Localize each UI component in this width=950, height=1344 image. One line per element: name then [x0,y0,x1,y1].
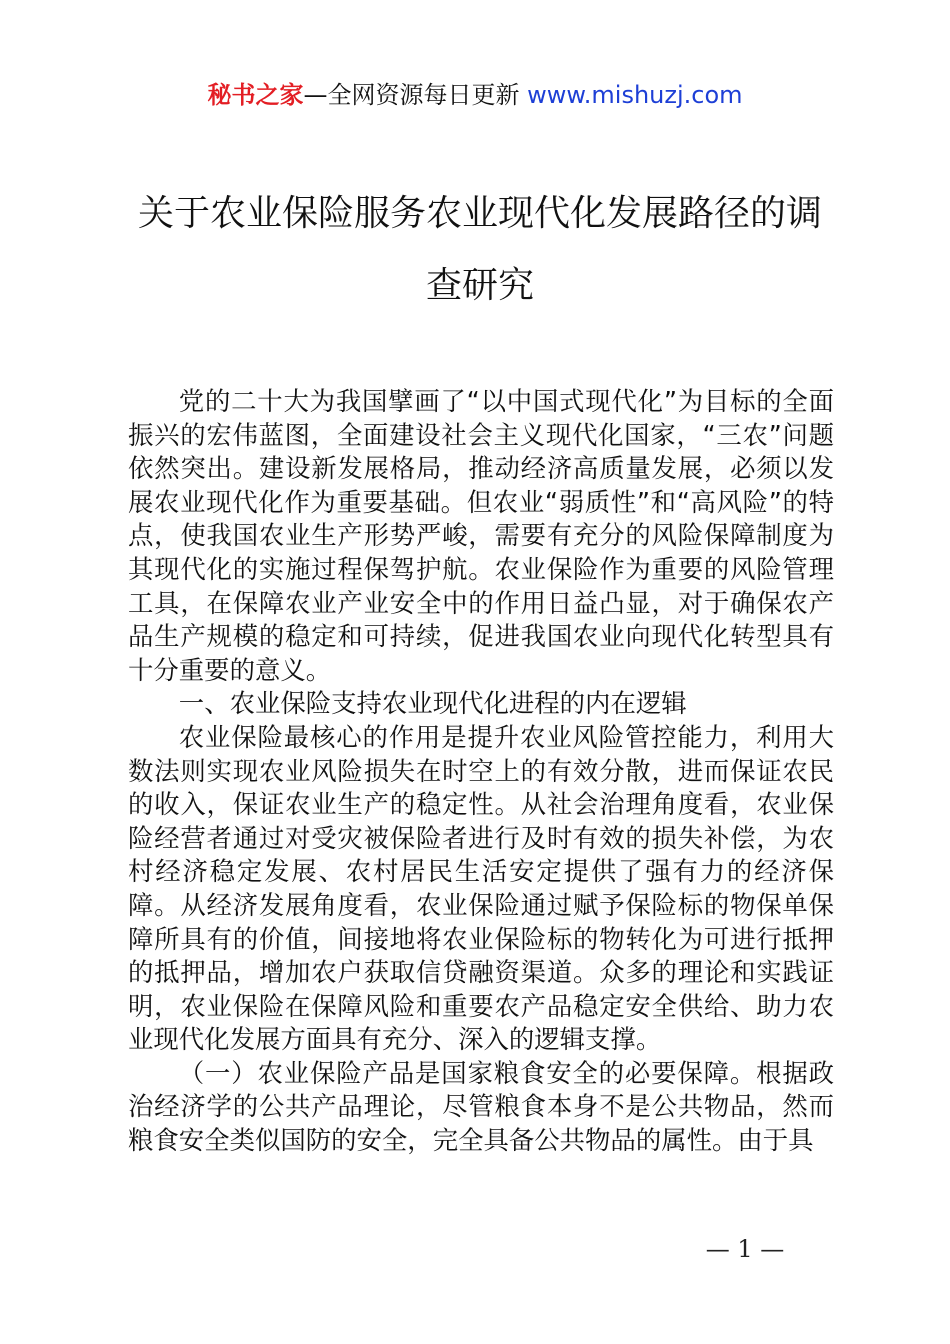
document-title: 关于农业保险服务农业现代化发展路径的调查研究 [137,193,822,306]
site-url-link[interactable]: www.mishuzj.com [527,81,743,109]
section-heading-1: 一、农业保险支持农业现代化进程的内在逻辑 [178,688,687,719]
site-tagline: —全网资源每日更新 [303,81,528,109]
section-paragraph: 农业保险最核心的作用是提升农业风险管控能力，利用大数法则实现农业风险损失在时空上的有效分散，进而保证农民的收入，保证农业生产的稳定性。从社会治理角度看，农业保险经营者通过对受灾被保险者进行及时有效的损失补偿，为农村经济稳定发展、农村居民生活安定提供了强有力的经济保障。从经济发展角度看，农业保险通过赋予保险标的物保单保障所具有的价值，间接地将农业保险标的物转化为可进行抵押的抵押品，增加农户获取信贷融资渠道。众多的理论和实践证明，农业保险在保障风险和重要农产品稳定安全供给、助力农业现代化发展方面具有充分、深入的逻辑支撑。 [128,721,834,1055]
document-body [128,385,834,1158]
site-header [0,78,950,112]
subsection-paragraph-1: （一）农业保险产品是国家粮食安全的必要保障。根据政治经济学的公共产品理论，尽管粮食本身不是公共物品，然而粮食安全类似国防的安全，完全具备公共物品的属性。由于具 [128,1057,834,1156]
site-brand: 秘书之家 [207,81,304,109]
intro-paragraph: 党的二十大为我国擘画了“以中国式现代化”为目标的全面振兴的宏伟蓝图，全面建设社会主义现代化国家，“三农”问题依然突出。建设新发展格局，推动经济高质量发展，必须以发展农业现代化作为重要基础。但农业“弱质性”和“高风险”的特点，使我国农业生产形势严峻，需要有充分的风险保障制度为其现代化的实施过程保驾护航。农业保险作为重要的风险管理工具，在保障农业产业安全中的作用日益凸显，对于确保农产品生产规模的稳定和可持续，促进我国农业向现代化转型具有十分重要的意义。 [128,386,834,685]
page-number: — 1 — [705,1235,785,1263]
